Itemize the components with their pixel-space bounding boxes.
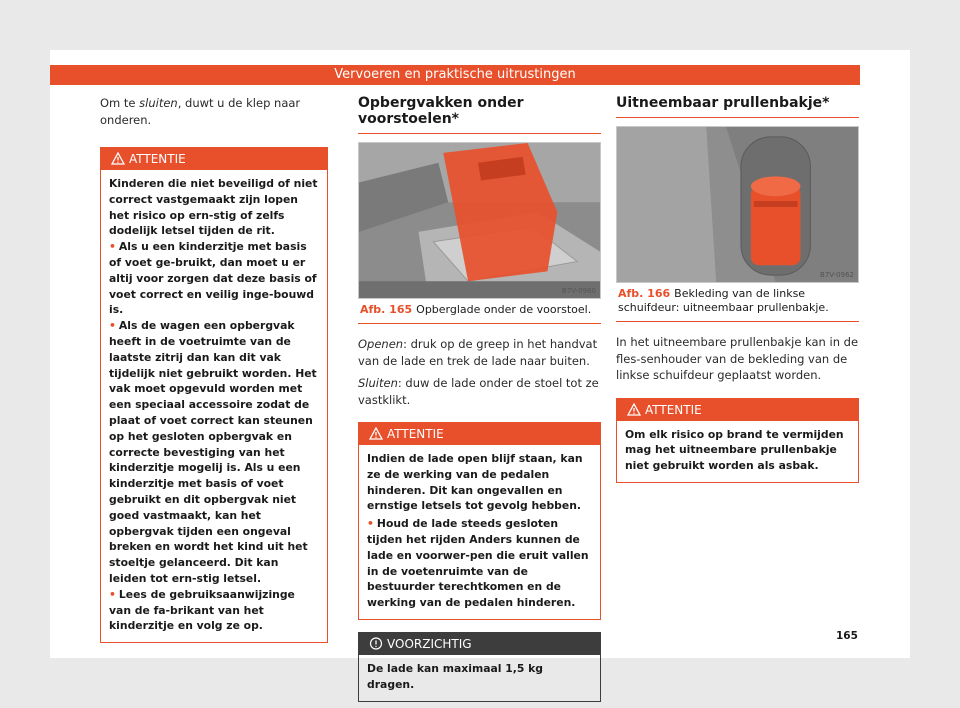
column-left: [100, 95, 328, 643]
attentie-body: [617, 421, 858, 482]
attentie-box-drawer: [358, 422, 601, 620]
warning-triangle-icon: [627, 403, 641, 416]
attentie-text: Kinderen die niet beveiligd of niet correct vastgemaakt zijn lopen het risico op ern-stig of zelfs dodelijk letsel tijden de rit.: [109, 177, 318, 238]
figure-trash-bin: [616, 126, 859, 283]
warning-triangle-icon: [111, 152, 125, 165]
voorzichtig-text: De lade kan maximaal 1,5 kg dragen.: [367, 661, 544, 691]
attentie-body: [101, 170, 327, 642]
section-title-prullenbakje: Uitneembaar prullenbakje*: [616, 95, 859, 118]
bullet-icon: •: [109, 319, 116, 333]
attentie-bullet: • Houd de lade steeds gesloten tijden het rijden Anders kunnen de lade en voorwer-pen die eruit vallen in de voetenruimte van de bestuurder terechtkomen en de werking van de pedalen hinderen.: [367, 517, 589, 610]
attentie-body: [359, 445, 600, 619]
attentie-header: ATTENTIE: [101, 148, 327, 170]
voorzichtig-box: [358, 632, 601, 702]
sluiten-paragraph: Sluiten: duw de lade onder de stoel tot ze vastklikt.: [358, 376, 599, 407]
voorzichtig-body: [359, 655, 600, 701]
figure-drawer-under-seat: [358, 142, 601, 299]
attentie-box-child-seat: [100, 147, 328, 643]
column-middle: [358, 95, 601, 702]
attentie-text: Om elk risico op brand te vermijden mag het uitneembare prullenbakje niet gebruikt worden als asbak.: [625, 427, 844, 473]
figure-caption: Afb. 165 Opberglade onder de voorstoel.: [358, 299, 601, 324]
attentie-bullet: • Lees de gebruiksaanwijzinge van de fa-brikant van het kinderzitje en volg ze op.: [109, 587, 295, 633]
trash-bin-illustration: [617, 127, 858, 282]
figure-caption: Afb. 166 Bekleding van de linkse schuifdeur: uitneembaar prullenbakje.: [616, 283, 859, 322]
chapter-header: Vervoeren en praktische uitrustingen: [50, 65, 860, 85]
intro-paragraph: Om te sluiten, duwt u de klep naar onderen.: [100, 96, 301, 127]
attentie-text: Indien de lade open blijf staan, kan ze de werking van de pedalen hinderen. Dit kan ongevallen en ernstige letsels tot gevolg hebben.: [367, 452, 583, 513]
warning-triangle-icon: [369, 427, 383, 440]
drawer-illustration: [359, 143, 600, 298]
attentie-bullet: • Als u een kinderzitje met basis of voet ge-bruikt, dan moet u er altij voor zorgen dat deze basis of voet correct en veilig inge-bouwd is.: [109, 240, 317, 317]
attentie-header: ATTENTIE: [617, 399, 858, 421]
attentie-bullet: • Als de wagen een opbergvak heeft in de voetruimte van de laatste zitrij dan kan dit vak tijdelijk niet gebruikt worden. Het vak moet opgevuld worden met een speciaal accessoire zodat de plaat of voet correct kan steunen op het gesloten opbergvak en correcte bevestiging van het kinderzitje mogelij is. Als u een kinderzitje met basis of voet gebruikt en dit opbergvak niet goed vastmaakt, kan het opbergvak tijden een ongeval breken en wordt het kind uit het stoeltje gelanceerd. Dit kan leiden tot ern-stig letsel.: [109, 319, 317, 585]
figure-code: B7V-0962: [820, 271, 854, 279]
bullet-icon: •: [109, 587, 116, 601]
openen-paragraph: Openen: druk op de greep in het handvat van de lade en trek de lade naar buiten.: [358, 337, 598, 368]
attentie-header: ATTENTIE: [359, 423, 600, 445]
section-title-opbergvakken: Opbergvakken onder voorstoelen*: [358, 95, 601, 134]
info-circle-icon: [369, 637, 383, 650]
figure-code: B7V-0960: [562, 287, 596, 295]
page-number: 165: [836, 630, 858, 642]
voorzichtig-header: VOORZICHTIG: [359, 633, 600, 655]
column-right: [616, 95, 859, 483]
attentie-box-trash: [616, 398, 859, 483]
prullenbakje-paragraph: In het uitneembare prullenbakje kan in de fles-senhouder van de bekleding van de linkse schuifdeur geplaatst worden.: [616, 335, 859, 382]
bullet-icon: •: [367, 517, 374, 531]
bullet-icon: •: [109, 240, 116, 254]
